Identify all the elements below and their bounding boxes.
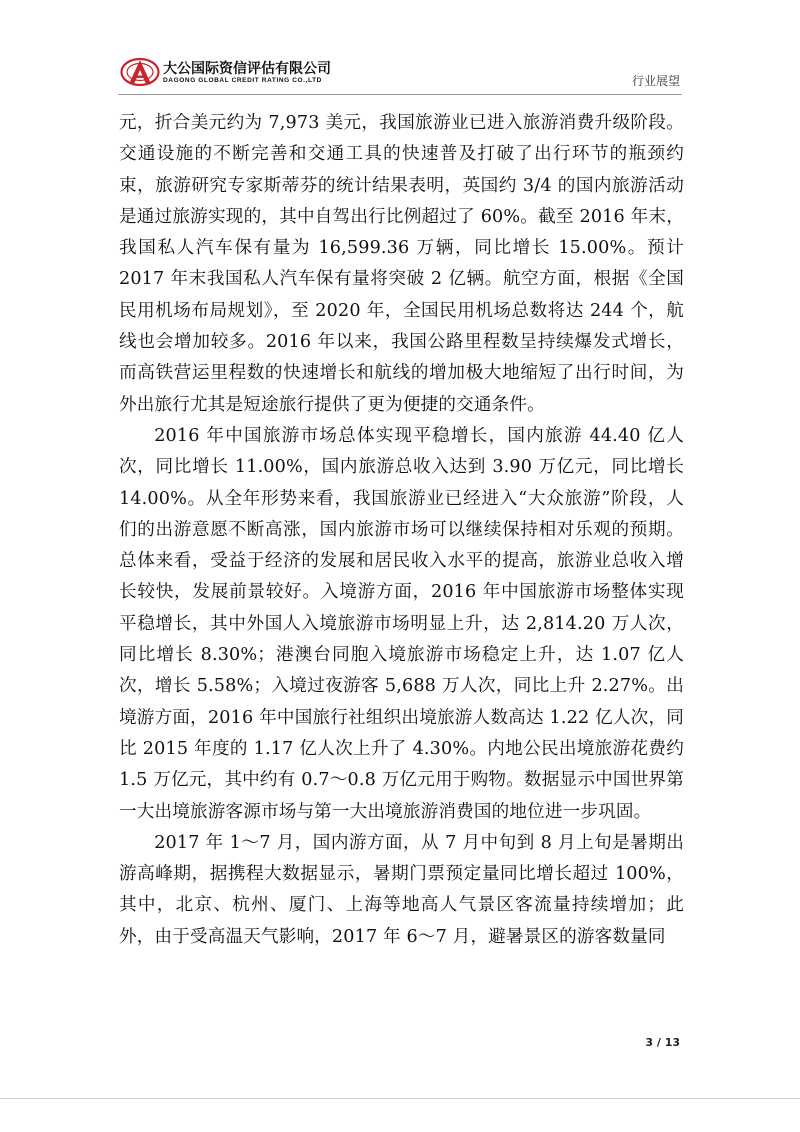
dagong-logo-icon: [120, 57, 160, 87]
document-body: [119, 108, 684, 953]
paragraph-2017-jan-jul: 2017 年 1～7 月，国内游方面，从 7 月中旬到 8 月上旬是暑期出游高峰期，据携程大数据显示，暑期门票预定量同比增长超过 100%，其中，北京、杭州、厦门、上海等地高人气景区客流量持续增加；此外，由于受高温天气影响，2017 年 6～7 月，避暑景区的游客数量同: [119, 832, 684, 947]
paragraph-continued: 元，折合美元约为 7,973 美元，我国旅游业已进入旅游消费升级阶段。交通设施的不断完善和交通工具的快速普及打破了出行环节的瓶颈约束，旅游研究专家斯蒂芬的统计结果表明，英国约 3/4 的国内旅游活动是通过旅游实现的，其中自驾出行比例超过了 60%。截至 2016 年末，我国私人汽车保有量为 16,599.36 万辆，同比增长 15.00%。预计 2017 年末我国私人汽车保有量将突破 2 亿辆。航空方面，根据《全国民用机场布局规划》，至 2020 年，全国民用机场总数将达 244 个，航线也会增加较多。2016 年以来，我国公路里程数呈持续爆发式增长，而高铁营运里程数的快速增长和航线的增加极大地缩短了出行时间，为外出旅行尤其是短途旅行提供了更为便捷的交通条件。: [119, 113, 684, 415]
paragraph-tourism-market-2016: 2016 年中国旅游市场总体实现平稳增长，国内旅游 44.40 亿人次，同比增长 11.00%，国内旅游总收入达到 3.90 万亿元，同比增长 14.00%。从全年形势来看，我国旅游业已经进入“大众旅游”阶段，人们的出游意愿不断高涨，国内旅游市场可以继续保持相对乐观的预期。总体来看，受益于经济的发展和居民收入水平的提高，旅游业总收入增长较快，发展前景较好。入境游方面，2016 年中国旅游市场整体实现平稳增长，其中外国人入境旅游市场明显上升，达 2,814.20 万人次，同比增长 8.30%；港澳台同胞入境旅游市场稳定上升，达 1.07 亿人次，增长 5.58%；入境过夜游客 5,688 万人次，同比上升 2.27%。出境游方面，2016 年中国旅行社组织出境旅游人数高达 1.22 亿人次，同比 2015 年度的 1.17 亿人次上升了 4.30%。内地公民出境旅游花费约 1.5 万亿元，其中约有 0.7～0.8 万亿元用于购物。数据显示中国世界第一大出境旅游客源市场与第一大出境旅游消费国的地位进一步巩固。: [119, 425, 684, 822]
footer-divider: [0, 1098, 800, 1099]
company-name-chinese: 大公国际资信评估有限公司: [163, 61, 331, 77]
company-name-english: DAGONG GLOBAL CREDIT RATING CO.,LTD: [163, 77, 322, 84]
section-label: 行业展望: [631, 74, 680, 88]
header-divider: [118, 94, 682, 95]
page-header: [0, 0, 800, 100]
page-number: 3 / 13: [645, 1036, 680, 1049]
